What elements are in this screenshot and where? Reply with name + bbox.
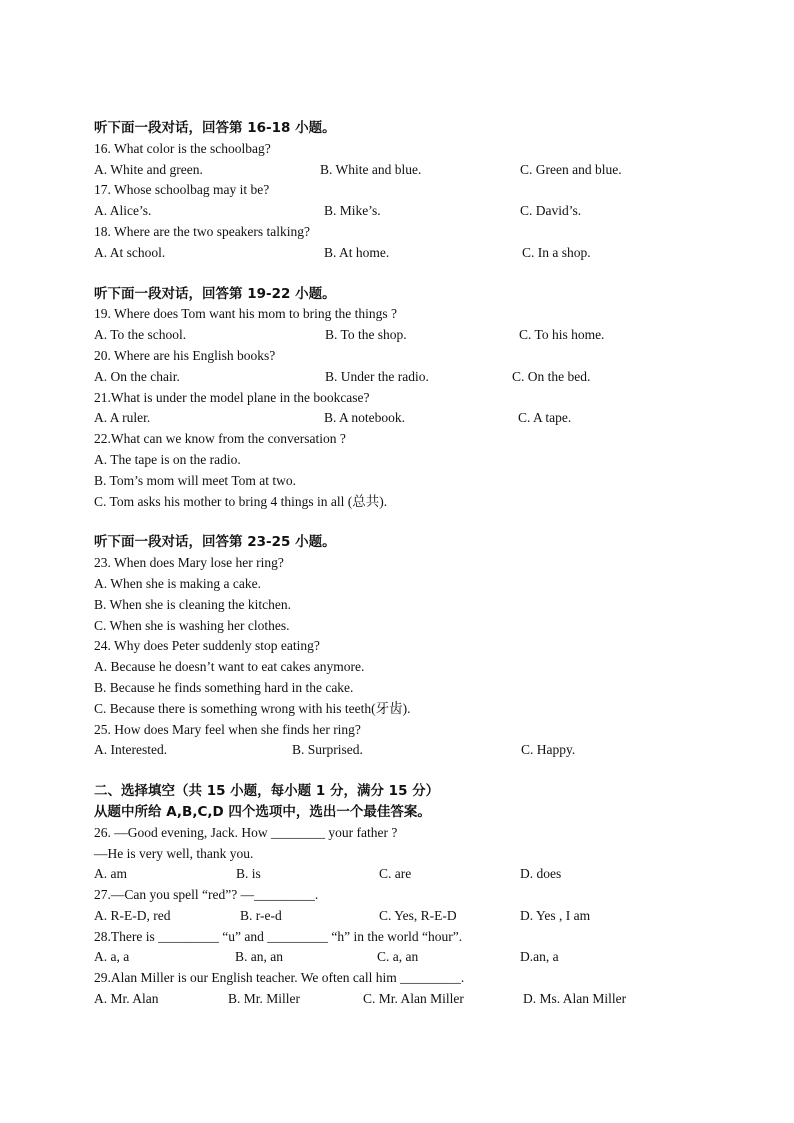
question-29-stem: 29.Alan Miller is our English teacher. We often call him _________. <box>94 970 465 986</box>
option-b: B. Mike’s. <box>324 203 381 219</box>
question-16-options <box>94 160 714 181</box>
option-a: A. A ruler. <box>94 410 151 426</box>
question-26-stem: 26. —Good evening, Jack. How ________ your father ? <box>94 824 398 840</box>
option-c: C. On the bed. <box>512 368 591 384</box>
option-a: A. Interested. <box>94 742 168 758</box>
exam-page <box>94 118 714 1010</box>
question-23-stem: 23. When does Mary lose her ring? <box>94 555 284 571</box>
section-heading: 听下面一段对话，回答第 23-25 小题。 <box>94 534 336 551</box>
option-a: A. The tape is on the radio. <box>94 451 241 467</box>
option-a: A. Because he doesn’t want to eat cakes anymore. <box>94 659 365 675</box>
question-18-options <box>94 243 714 264</box>
question-21-stem: 21.What is under the model plane in the bookcase? <box>94 389 370 405</box>
option-b: B. Because he finds something hard in the cake. <box>94 679 354 695</box>
option-b: B. A notebook. <box>324 410 406 426</box>
option-d: D. Ms. Alan Miller <box>523 991 627 1007</box>
option-b: B. At home. <box>324 244 390 260</box>
question-26-dialogue: —He is very well, thank you. <box>94 845 254 861</box>
question-28-options <box>94 947 714 968</box>
question-20-options <box>94 367 714 388</box>
option-a: A. R-E-D, red <box>94 907 171 923</box>
question-24-stem: 24. Why does Peter suddenly stop eating? <box>94 638 320 654</box>
option-d: D. Yes , I am <box>520 907 591 923</box>
option-b: B. White and blue. <box>320 161 422 177</box>
option-b: B. To the shop. <box>325 327 407 343</box>
option-b: B. is <box>236 866 261 882</box>
option-c: C. Yes, R-E-D <box>379 907 457 923</box>
option-c: C. To his home. <box>519 327 605 343</box>
question-19-stem: 19. Where does Tom want his mom to bring the things ? <box>94 306 398 322</box>
option-c: C. David’s. <box>520 203 582 219</box>
option-a: A. On the chair. <box>94 368 180 384</box>
option-c: C. A tape. <box>518 410 572 426</box>
question-27-stem: 27.—Can you spell “red”? —_________. <box>94 887 319 903</box>
option-c: C. Green and blue. <box>520 161 622 177</box>
question-26-options <box>94 864 714 885</box>
part-heading: 二、选择填空（共 15 小题，每小题 1 分，满分 15 分） <box>94 783 440 800</box>
option-b: B. Mr. Miller <box>228 991 301 1007</box>
option-a: A. To the school. <box>94 327 187 343</box>
question-17-stem: 17. Whose schoolbag may it be? <box>94 182 270 198</box>
option-a: A. Mr. Alan <box>94 991 159 1007</box>
option-c: C. In a shop. <box>522 244 591 260</box>
option-c: C. are <box>379 866 412 882</box>
part-instructions: 从题中所给 A,B,C,D 四个选项中，选出一个最佳答案。 <box>94 803 431 820</box>
option-a: A. When she is making a cake. <box>94 575 261 591</box>
question-16-stem: 16. What color is the schoolbag? <box>94 140 271 156</box>
question-25-stem: 25. How does Mary feel when she finds her ring? <box>94 721 361 737</box>
option-c: C. Mr. Alan Miller <box>363 991 464 1007</box>
question-25-options <box>94 740 714 761</box>
option-c: C. Happy. <box>521 742 576 758</box>
option-a: A. am <box>94 866 127 882</box>
option-b: B. Under the radio. <box>325 368 429 384</box>
question-17-options <box>94 201 714 222</box>
question-22-stem: 22.What can we know from the conversation ? <box>94 431 346 447</box>
option-c: C. Because there is something wrong with his teeth(牙齿). <box>94 700 411 716</box>
option-b: B. an, an <box>235 949 283 965</box>
option-b: B. When she is cleaning the kitchen. <box>94 596 291 612</box>
question-21-options <box>94 408 714 429</box>
question-27-options <box>94 906 714 927</box>
option-d: D. does <box>520 866 562 882</box>
option-b: B. Tom’s mom will meet Tom at two. <box>94 472 296 488</box>
option-a: A. Alice’s. <box>94 203 152 219</box>
section-heading: 听下面一段对话，回答第 16-18 小题。 <box>94 120 336 136</box>
option-c: C. Tom asks his mother to bring 4 things in all (总共). <box>94 493 388 509</box>
option-b: B. r-e-d <box>240 907 282 923</box>
option-c: C. When she is washing her clothes. <box>94 617 290 633</box>
question-28-stem: 28.There is _________ “u” and _________ “h” in the world “hour”. <box>94 928 463 944</box>
section-heading: 听下面一段对话，回答第 19-22 小题。 <box>94 285 336 302</box>
option-a: A. White and green. <box>94 161 203 177</box>
option-b: B. Surprised. <box>292 742 363 758</box>
option-c: C. a, an <box>377 949 419 965</box>
option-a: A. a, a <box>94 949 130 965</box>
question-29-options <box>94 989 714 1010</box>
option-a: A. At school. <box>94 244 166 260</box>
question-19-options <box>94 325 714 346</box>
question-20-stem: 20. Where are his English books? <box>94 347 276 363</box>
question-18-stem: 18. Where are the two speakers talking? <box>94 223 311 239</box>
option-d: D.an, a <box>520 949 559 965</box>
